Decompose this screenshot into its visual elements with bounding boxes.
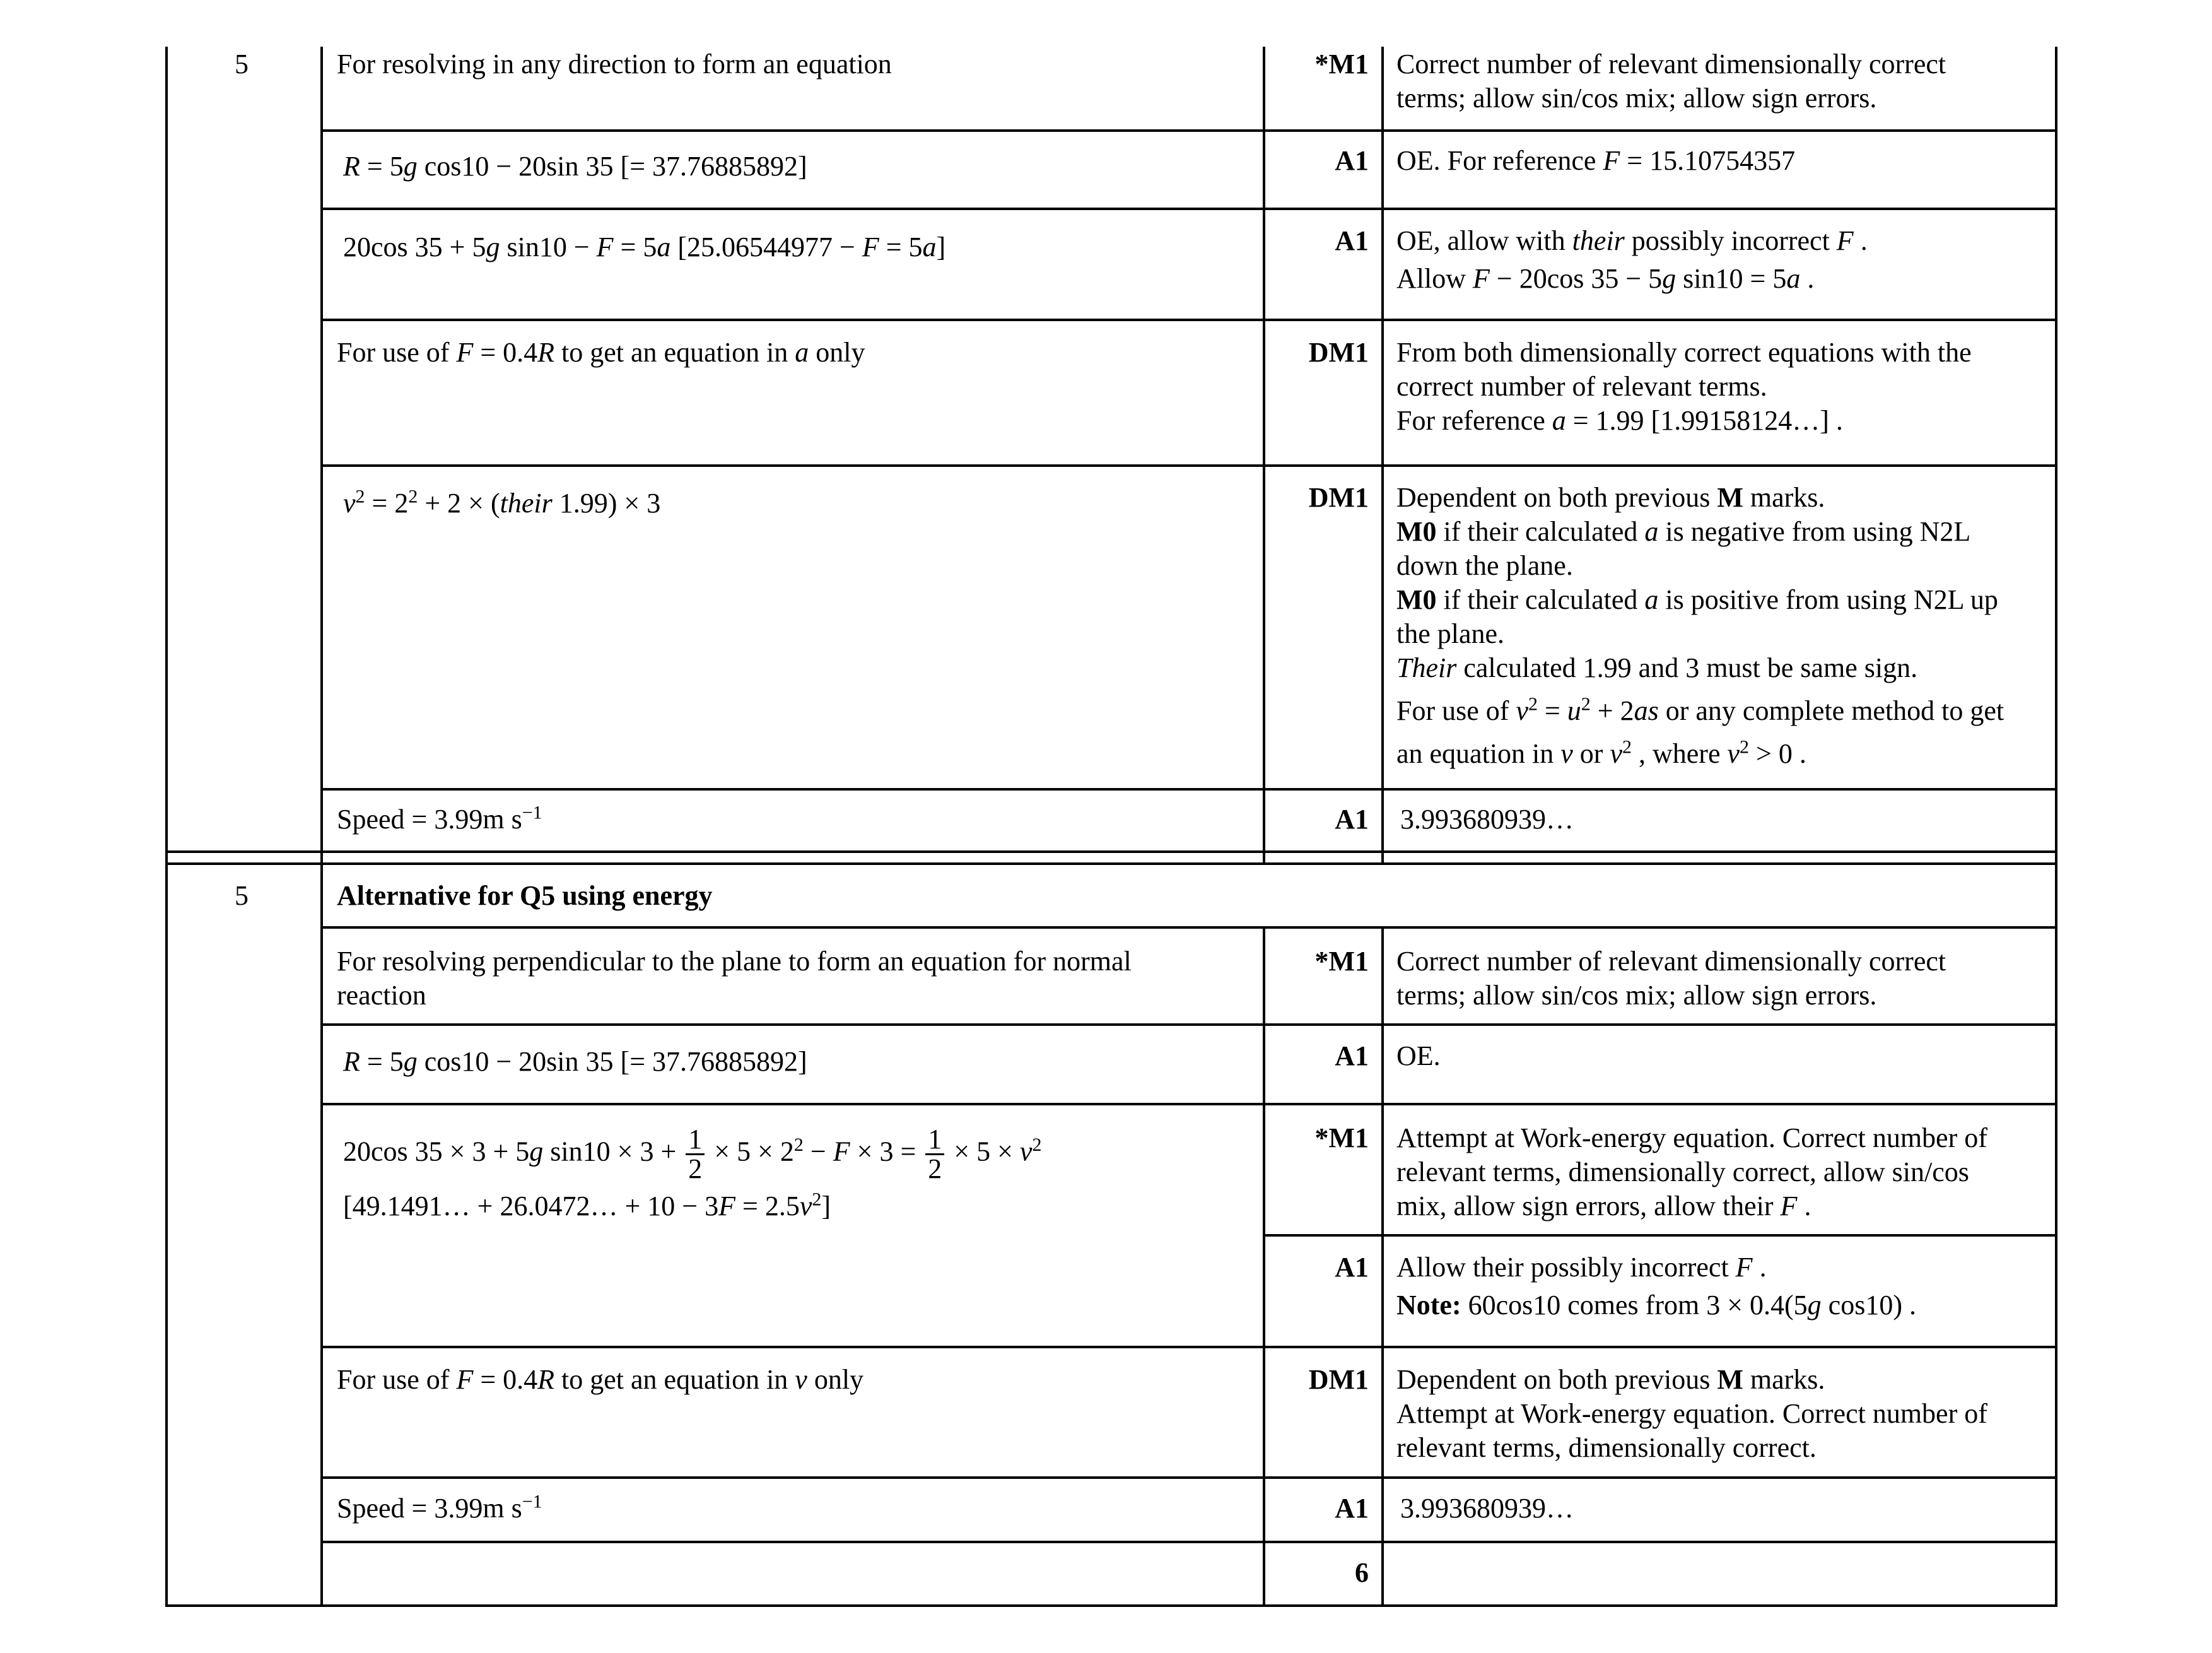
guidance-cell: OE. For reference F = 15.10754357 <box>1396 145 1796 176</box>
fraction: $\frac{1}{2}$ <box>686 1126 705 1183</box>
guidance-line: correct number of relevant terms. <box>1396 371 1767 402</box>
mark-cell: *M1 <box>1314 946 1369 977</box>
guidance-cell <box>1396 944 1946 1013</box>
guidance-cell: 3.993680939… <box>1400 1493 1574 1524</box>
guidance-line: down the plane. <box>1396 550 1573 581</box>
guidance-cell <box>1396 1250 1916 1322</box>
mark-cell: DM1 <box>1308 482 1369 513</box>
guidance-cell: 3.993680939… <box>1400 804 1574 835</box>
mark-cell: A1 <box>1335 804 1369 835</box>
row-divider-partial <box>1263 1234 2057 1237</box>
answer-cell: R = 5g cos10 − 20sin 35 [= 37.76885892] <box>343 151 807 182</box>
guidance-cell <box>1396 224 1868 296</box>
row-divider <box>320 1541 2057 1543</box>
answer-cell: For use of F = 0.4R to get an equation in v only <box>337 1364 864 1395</box>
guidance-line: M0 if their calculated a is negative from using N2L <box>1396 516 1971 547</box>
mark-cell: *M1 <box>1314 1122 1369 1153</box>
guidance-line: an equation in v or $v^2$ , where $v^2 > 0$ . <box>1396 736 1806 769</box>
guidance-line: Allow F − 20cos 35 − 5g sin10 = 5a . <box>1396 263 1815 294</box>
answer-line: [49.1491… + 26.0472… + $10 - 3F = 2.5v^2$] <box>343 1189 831 1221</box>
guidance-line: OE, allow with their possibly incorrect F . <box>1396 225 1868 256</box>
guidance-line: Allow their possibly incorrect F . <box>1396 1252 1767 1283</box>
row-divider <box>320 1103 2057 1105</box>
column-divider-answer <box>1263 47 1265 859</box>
guidance-cell <box>1396 336 1972 438</box>
guidance-line: For reference a = 1.99 [1.99158124…] . <box>1396 405 1843 436</box>
guidance-line: Their calculated 1.99 and 3 must be same sign. <box>1396 652 1918 683</box>
row-divider <box>320 1476 2057 1479</box>
table-border-bottom <box>165 1604 2057 1607</box>
mark-cell: A1 <box>1335 1040 1369 1071</box>
guidance-line: Dependent on both previous M marks. <box>1396 482 1825 513</box>
answer-line: reaction <box>337 980 426 1011</box>
section-separator-bottom <box>165 862 2057 865</box>
guidance-line: Attempt at Work-energy equation. Correct number of <box>1396 1122 1987 1153</box>
table-border-left <box>165 47 168 1607</box>
guidance-line: Correct number of relevant dimensionally correct <box>1396 49 1946 79</box>
column-divider-mark <box>1381 47 1384 859</box>
row-divider <box>320 1346 2057 1348</box>
mark-cell: *M1 <box>1314 49 1369 79</box>
question-number: 5 <box>235 49 249 79</box>
column-divider-question <box>320 47 323 1607</box>
guidance-line: M0 if their calculated a is positive from using N2L up <box>1396 584 1998 615</box>
mark-cell: A1 <box>1335 1252 1369 1283</box>
row-divider <box>320 926 2057 929</box>
guidance-line: Note: 60cos10 comes from 3 × 0.4(5g cos10) . <box>1396 1290 1916 1321</box>
answer-cell: 20cos 35 + 5g sin10 − F = 5a [25.06544977 − F = 5a] <box>343 232 946 262</box>
guidance-line: the plane. <box>1396 618 1505 649</box>
guidance-cell <box>1396 481 2004 771</box>
guidance-line: Dependent on both previous M marks. <box>1396 1364 1825 1395</box>
guidance-line: relevant terms, dimensionally correct. <box>1396 1432 1817 1463</box>
guidance-line: terms; allow sin/cos mix; allow sign errors. <box>1396 980 1877 1011</box>
guidance-cell: OE. <box>1396 1040 1441 1071</box>
answer-line: 20cos 35 × 3 + 5g sin10 × 3 + $\frac{1}{2}$ × $5 \times 2^2 - F \times 3$ = $\frac{1}{2}$ × $5 \times v^2$ <box>343 1124 1042 1184</box>
answer-cell: R = 5g cos10 − 20sin 35 [= 37.76885892] <box>343 1046 807 1077</box>
column-divider-mark-b <box>1381 928 1384 1607</box>
answer-cell: For use of F = 0.4R to get an equation in a only <box>337 337 865 368</box>
answer-cell: Speed = 3.99m $s^{-1}$ <box>337 1491 542 1524</box>
mark-cell: A1 <box>1335 1493 1369 1524</box>
question-number: 5 <box>235 880 249 911</box>
column-divider-answer-b <box>1263 928 1265 1607</box>
mark-cell: DM1 <box>1308 337 1369 368</box>
section-heading: Alternative for Q5 using energy <box>337 880 713 911</box>
guidance-cell <box>1396 47 1946 115</box>
guidance-cell <box>1396 1121 1987 1223</box>
separator-stub <box>1381 850 1384 865</box>
table-border-right <box>2055 47 2057 1607</box>
guidance-line: relevant terms, dimensionally correct, allow sin/cos <box>1396 1156 1969 1187</box>
row-divider <box>320 319 2057 321</box>
section-separator-top <box>165 850 2057 853</box>
answer-line: For resolving perpendicular to the plane to form an equation for normal <box>337 946 1132 977</box>
guidance-line: Correct number of relevant dimensionally correct <box>1396 946 1946 977</box>
answer-cell: Speed = 3.99m $s^{-1}$ <box>337 802 542 835</box>
separator-stub <box>1263 850 1265 865</box>
answer-cell: $v^2 = 2^2 + 2$ × (their 1.99) × 3 <box>343 486 661 519</box>
row-divider <box>320 129 2057 132</box>
row-divider <box>320 788 2057 791</box>
row-divider <box>320 1023 2057 1026</box>
answer-cell: For resolving in any direction to form an equation <box>337 49 892 79</box>
guidance-line: mix, allow sign errors, allow their F . <box>1396 1191 1811 1221</box>
answer-cell <box>337 944 1132 1013</box>
fraction: $\frac{1}{2}$ <box>925 1126 944 1183</box>
mark-cell: DM1 <box>1308 1364 1369 1395</box>
answer-cell <box>343 1126 1041 1223</box>
row-divider <box>320 464 2057 467</box>
guidance-cell <box>1396 1363 1987 1465</box>
guidance-line: Attempt at Work-energy equation. Correct number of <box>1396 1398 1987 1429</box>
mark-cell: A1 <box>1335 225 1369 256</box>
total-marks: 6 <box>1355 1557 1369 1588</box>
guidance-line: terms; allow sin/cos mix; allow sign errors. <box>1396 83 1877 114</box>
guidance-line: From both dimensionally correct equations with the <box>1396 337 1972 368</box>
row-divider <box>320 208 2057 210</box>
mark-cell: A1 <box>1335 145 1369 176</box>
guidance-line: For use of $v^2 = u^2 + 2as$ or any complete method to get <box>1396 693 2004 726</box>
